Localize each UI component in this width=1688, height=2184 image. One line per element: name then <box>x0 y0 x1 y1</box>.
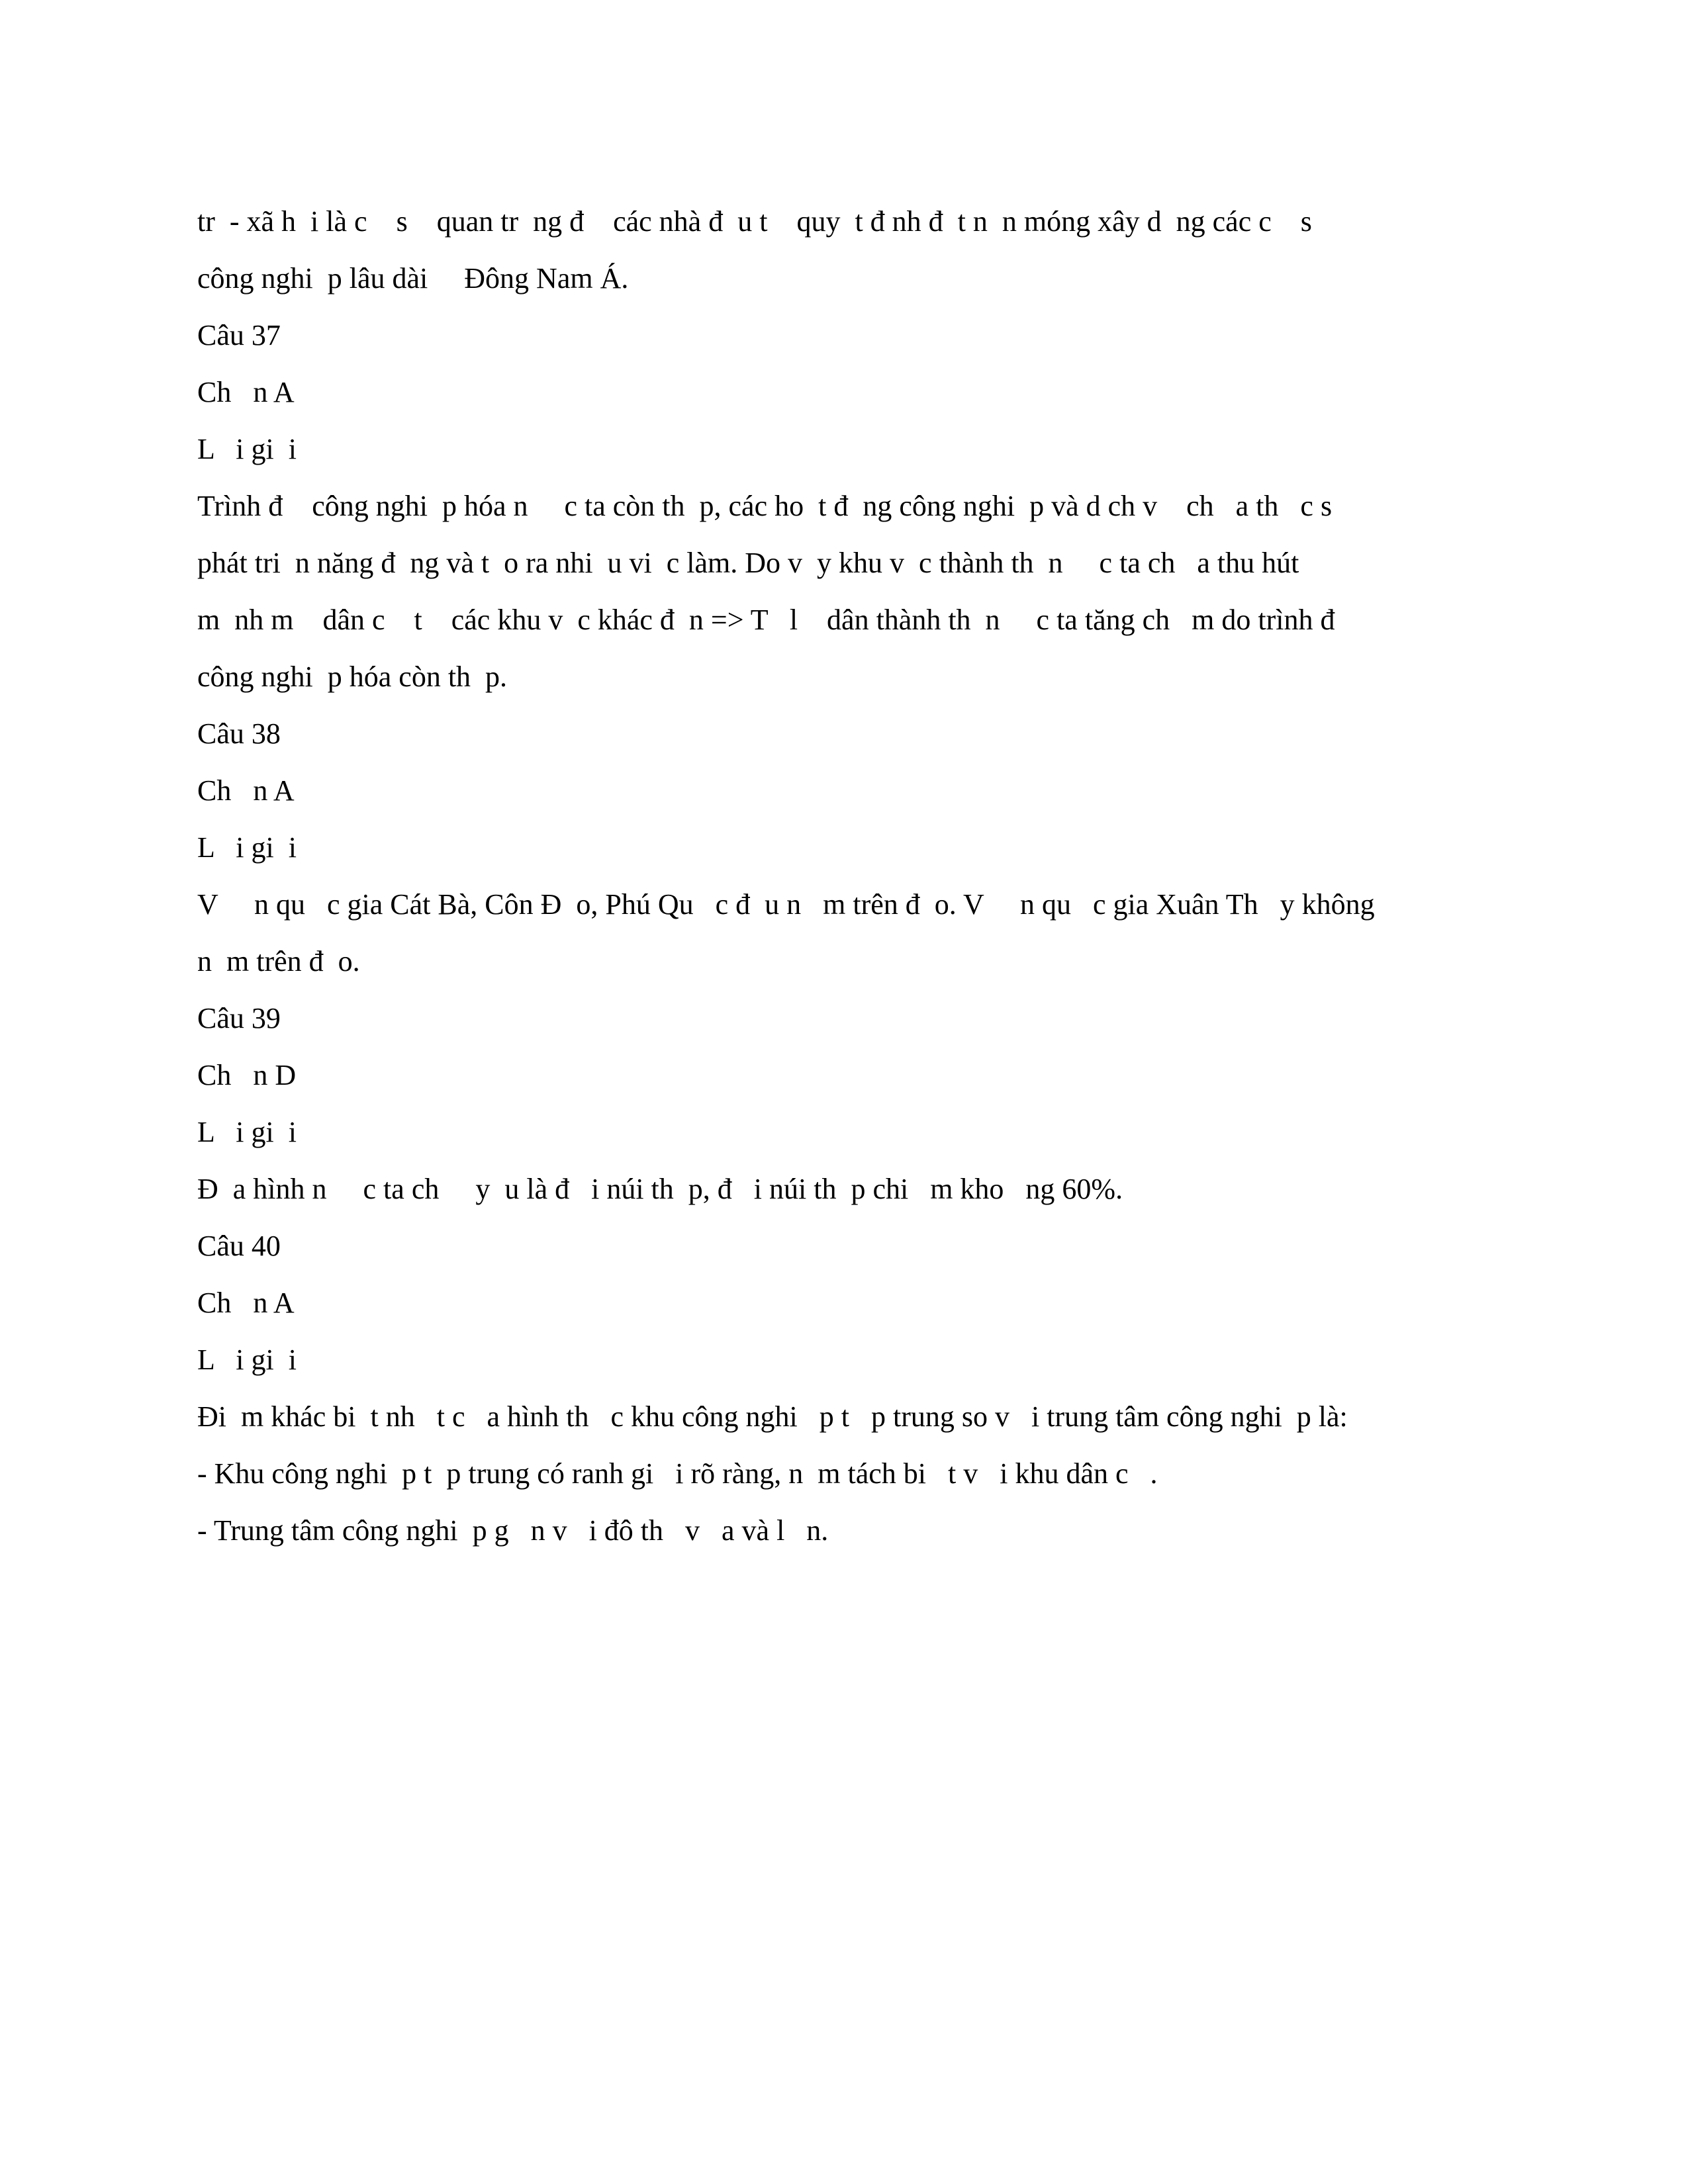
text-line: Đ a hình n c ta ch y u là đ i núi th p, đ i núi th p chi m kho ng 60%. <box>197 1173 1123 1205</box>
answer-choice: Ch n A <box>197 774 295 807</box>
question-heading: Câu 39 <box>197 1002 281 1034</box>
answer-choice: Ch n A <box>197 376 295 408</box>
bullet-line: - Trung tâm công nghi p g n v i đô th v a và l n. <box>197 1514 829 1547</box>
explanation-label: L i gi i <box>197 1343 297 1376</box>
text-line: n m trên đ o. <box>197 945 360 978</box>
explanation-label: L i gi i <box>197 1116 297 1148</box>
answer-choice: Ch n A <box>197 1287 295 1319</box>
answer-text-block <box>197 193 1495 1559</box>
answer-choice: Ch n D <box>197 1059 297 1091</box>
text-line: phát tri n năng đ ng và t o ra nhi u vi c làm. Do v y khu v c thành th n c ta ch a thu hút <box>197 547 1299 579</box>
text-line: tr - xã h i là c s quan tr ng đ các nhà đ u t quy t đ nh đ t n n móng xây d ng các c s <box>197 205 1312 238</box>
question-heading: Câu 38 <box>197 717 281 750</box>
question-heading: Câu 37 <box>197 319 281 351</box>
text-line: V n qu c gia Cát Bà, Côn Đ o, Phú Qu c đ u n m trên đ o. V n qu c gia Xuân Th y không <box>197 888 1375 921</box>
text-line: Trình đ công nghi p hóa n c ta còn th p, các ho t đ ng công nghi p và d ch v ch a th c s <box>197 490 1333 522</box>
question-heading: Câu 40 <box>197 1230 281 1262</box>
explanation-label: L i gi i <box>197 831 297 864</box>
text-line: công nghi p lâu dài Đông Nam Á. <box>197 262 629 295</box>
text-line: công nghi p hóa còn th p. <box>197 660 508 693</box>
explanation-label: L i gi i <box>197 433 297 465</box>
text-line: Đi m khác bi t nh t c a hình th c khu công nghi p t p trung so v i trung tâm công nghi p là: <box>197 1400 1348 1433</box>
bullet-line: - Khu công nghi p t p trung có ranh gi i rõ ràng, n m tách bi t v i khu dân c . <box>197 1457 1158 1490</box>
text-line: m nh m dân c t các khu v c khác đ n => T l dân thành th n c ta tăng ch m do trình đ <box>197 604 1335 636</box>
